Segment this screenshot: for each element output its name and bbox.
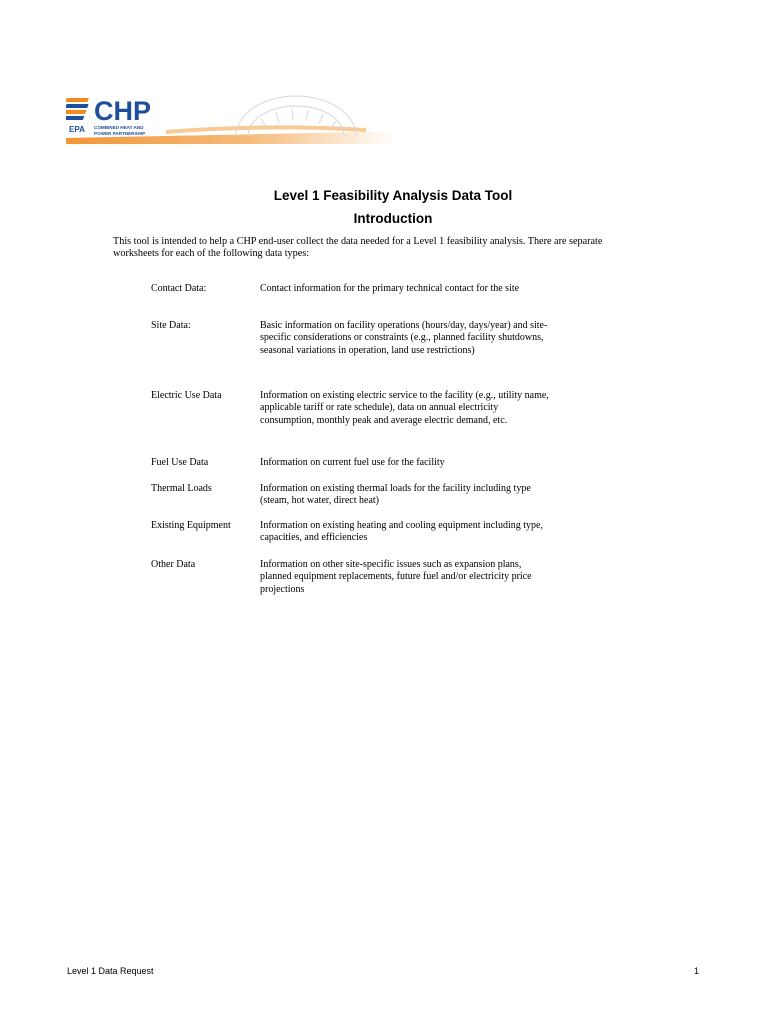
footer-label: Level 1 Data Request bbox=[67, 966, 154, 976]
data-type-description: Information on existing thermal loads for the facility including type (steam, hot water, direct heat) bbox=[260, 483, 531, 507]
data-type-label: Electric Use Data bbox=[151, 390, 222, 401]
document-subtitle: Introduction bbox=[353, 211, 433, 226]
document-title: Level 1 Feasibility Analysis Data Tool bbox=[273, 188, 513, 203]
intro-line-1: This tool is intended to help a CHP end-user collect the data needed for a Level 1 feasibility analysis. There are separate bbox=[113, 236, 603, 247]
data-type-description: Information on existing electric service to the facility (e.g., utility name, applicable tariff or rate schedule), data on annual electricity consumption, monthly peak and average electric demand, etc. bbox=[260, 390, 549, 426]
data-type-label: Existing Equipment bbox=[151, 520, 231, 531]
data-type-description: Contact information for the primary technical contact for the site bbox=[260, 283, 520, 294]
data-type-description: Information on other site-specific issues such as expansion plans, planned equipment replacements, future fuel and/or electricity price projections bbox=[260, 559, 532, 595]
chp-epa-logo bbox=[66, 92, 396, 144]
data-type-description: Basic information on facility operations (hours/day, days/year) and site-specific considerations or constraints (e.g., planned facility shutdowns, seasonal variations in operation, land use restrictions) bbox=[260, 320, 548, 356]
data-type-label: Thermal Loads bbox=[151, 483, 212, 494]
intro-paragraph bbox=[113, 236, 633, 261]
logo-tagline-1: COMBINED HEAT AND bbox=[94, 125, 144, 130]
data-type-label: Other Data bbox=[151, 559, 196, 570]
logo-agency-text: EPA bbox=[69, 125, 85, 134]
page-number: 1 bbox=[694, 966, 700, 976]
data-type-description: Information on existing heating and cooling equipment including type, capacities, and efficiencies bbox=[260, 520, 543, 544]
logo-brand-text: CHP bbox=[94, 96, 152, 126]
logo-graphic bbox=[66, 92, 396, 144]
data-type-label: Site Data: bbox=[151, 320, 191, 331]
data-type-label: Fuel Use Data bbox=[151, 457, 209, 468]
logo-tagline-2: POWER PARTNERSHIP bbox=[94, 131, 146, 136]
data-type-description: Information on current fuel use for the facility bbox=[260, 457, 445, 468]
intro-line-2: worksheets for each of the following data types: bbox=[113, 248, 310, 260]
data-type-label: Contact Data: bbox=[151, 283, 207, 294]
epa-flower-icon bbox=[66, 98, 89, 120]
